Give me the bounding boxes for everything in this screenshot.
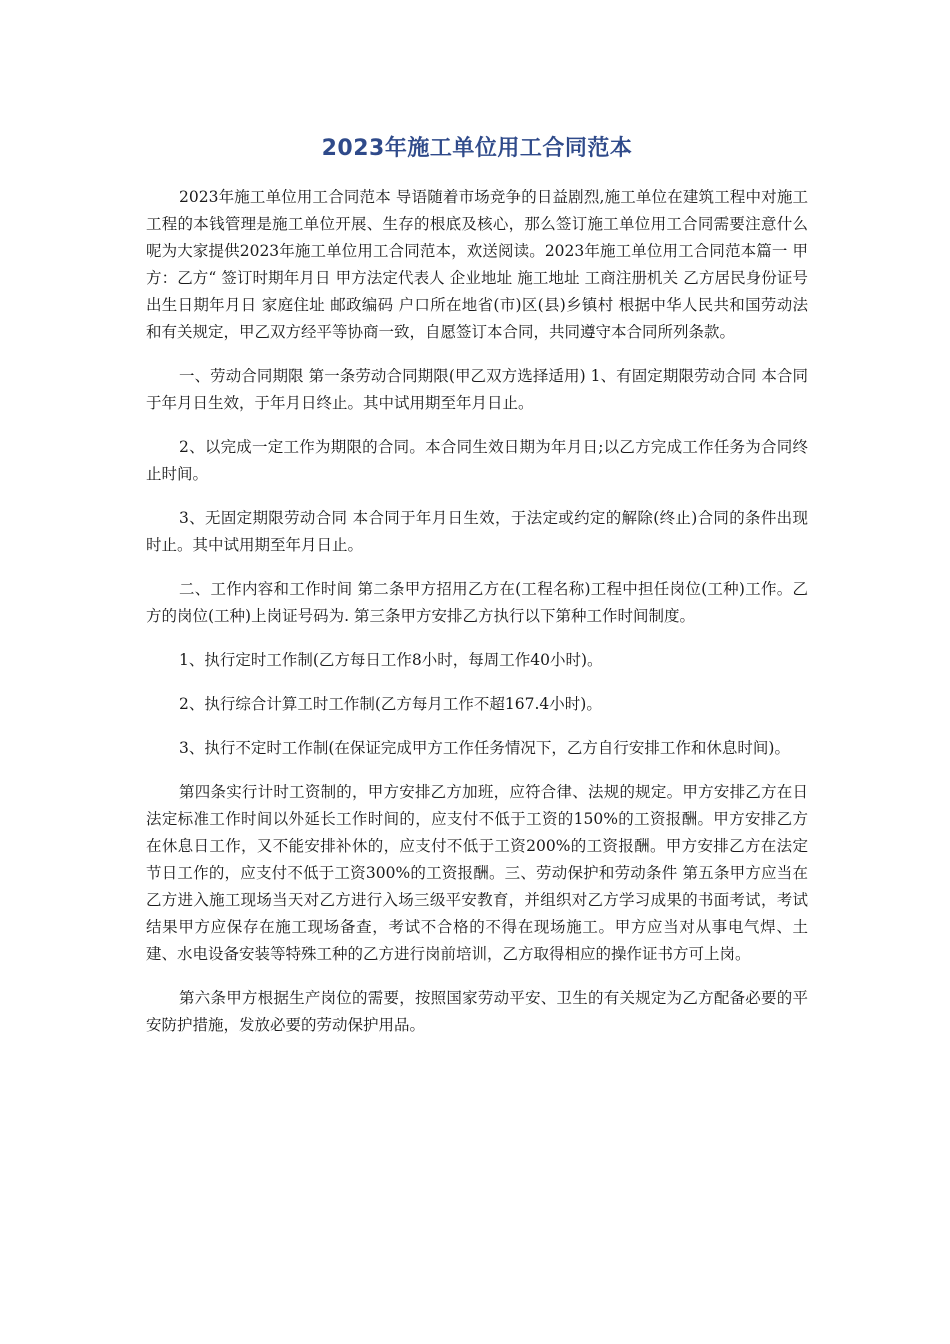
paragraph-comprehensive-hours: 2、执行综合计算工时工作制(乙方每月工作不超167.4小时)。 (179, 695, 602, 713)
document-title: 2023年施工单位用工合同范本 (321, 136, 633, 161)
paragraph-flexible-hours: 3、执行不定时工作制(在保证完成甲方工作任务情况下，乙方自行安排工作和休息时间)。 (179, 739, 790, 757)
paragraph-work-content: 二、工作内容和工作时间 第二条甲方招用乙方在(工程名称)工程中担任岗位(工种)工作。乙方的岗位(工种)上岗证号码为. 第三条甲方安排乙方执行以下第种工作时间制度。 (146, 580, 808, 625)
paragraph-overtime-and-safety: 第四条实行计时工资制的，甲方安排乙方加班，应符合律、法规的规定。甲方安排乙方在日法定标准工作时间以外延长工作时间的，应支付不低于工资的150%的工资报酬。甲方安排乙方在休息日工作，又不能安排补休的，应支付不低于工资200%的工资报酬。甲方安排乙方在法定节日工作的，应支付不低于工资300%的工资报酬。三、劳动保护和劳动条件 第五条甲方应当在乙方进入施工现场当天对乙方进行入场三级平安教育，并组织对乙方学习成果的书面考试，考试结果甲方应保存在施工现场备查，考试不合格的不得在现场施工。甲方应当对从事电气焊、土建、水电设备安装等特殊工种的乙方进行岗前培训，乙方取得相应的操作证书方可上岗。 (146, 783, 808, 963)
paragraph-task-based-contract: 2、以完成一定工作为期限的合同。本合同生效日期为年月日;以乙方完成工作任务为合同终止时间。 (146, 438, 808, 483)
paragraph-protective-equipment: 第六条甲方根据生产岗位的需要，按照国家劳动平安、卫生的有关规定为乙方配备必要的平安防护措施，发放必要的劳动保护用品。 (146, 989, 808, 1034)
paragraph-fixed-hours: 1、执行定时工作制(乙方每日工作8小时，每周工作40小时)。 (179, 651, 603, 669)
paragraph-open-ended-contract: 3、无固定期限劳动合同 本合同于年月日生效，于法定或约定的解除(终止)合同的条件出现时止。其中试用期至年月日止。 (146, 509, 808, 554)
document-page (146, 128, 808, 1056)
paragraph-intro: 2023年施工单位用工合同范本 导语随着市场竞争的日益剧烈,施工单位在建筑工程中对施工工程的本钱管理是施工单位开展、生存的根底及核心，那么签订施工单位用工合同需要注意什么呢为大家提供2023年施工单位用工合同范本，欢送阅读。2023年施工单位用工合同范本篇一 甲方：乙方“ 签订时期年月日 甲方法定代表人 企业地址 施工地址 工商注册机关 乙方居民身份证号 出生日期年月日 家庭住址 邮政编码 户口所在地省(市)区(县)乡镇村 根据中华人民共和国劳动法和有关规定，甲乙双方经平等协商一致，自愿签订本合同，共同遵守本合同所列条款。 (146, 188, 808, 341)
paragraph-contract-term: 一、劳动合同期限 第一条劳动合同期限(甲乙双方选择适用) 1、有固定期限劳动合同 本合同于年月日生效，于年月日终止。其中试用期至年月日止。 (146, 367, 808, 412)
